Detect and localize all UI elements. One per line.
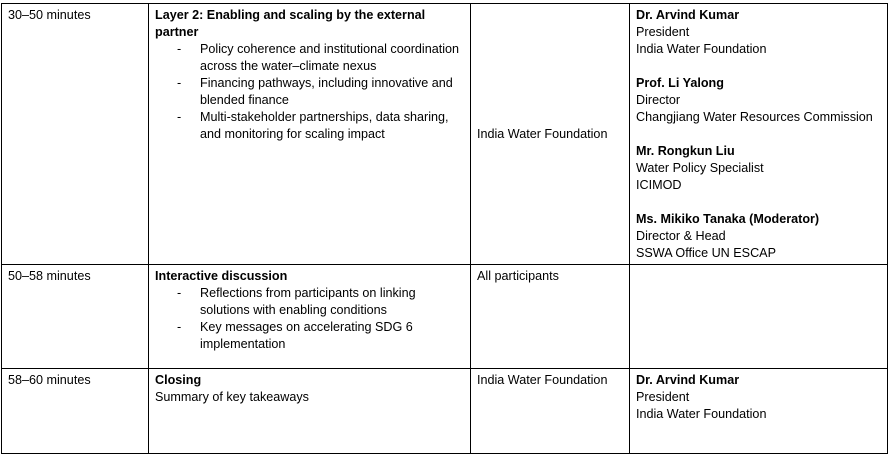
organizer-cell: India Water Foundation [471, 369, 630, 454]
session-cell [149, 369, 471, 454]
speaker-name: Mr. Rongkun Liu [636, 144, 735, 158]
bullet-list [155, 41, 464, 143]
speaker-org: India Water Foundation [636, 407, 767, 421]
speaker-name: Ms. Mikiko Tanaka (Moderator) [636, 212, 820, 226]
session-title: Interactive discussion [155, 269, 288, 283]
speakers-cell [630, 4, 888, 265]
list-item: - Reflections from participants on linking solutions with enabling conditions [177, 286, 416, 317]
session-cell [149, 4, 471, 265]
speaker-name: Dr. Arvind Kumar [636, 373, 740, 387]
dash-bullet-icon: - [177, 76, 182, 90]
dash-bullet-icon: - [177, 110, 182, 124]
session-title: Closing [155, 373, 202, 387]
time-cell: 50–58 minutes [2, 265, 149, 369]
list-item: - Policy coherence and institutional coordination across the water–climate nexus [177, 42, 460, 73]
time-cell: 58–60 minutes [2, 369, 149, 454]
organizer-cell: All participants [471, 265, 630, 369]
speaker-role: President [636, 390, 690, 404]
agenda-table [1, 3, 888, 454]
speaker-name: Prof. Li Yalong [636, 76, 724, 90]
table-row [2, 265, 888, 369]
bullet-list [155, 285, 464, 353]
speakers-cell [630, 369, 888, 454]
speaker-block [636, 75, 881, 126]
speaker-org: ICIMOD [636, 178, 682, 192]
speaker-role: Water Policy Specialist [636, 161, 764, 175]
speaker-org: SSWA Office UN ESCAP [636, 246, 776, 260]
list-item: - Key messages on accelerating SDG 6 implementation [177, 320, 413, 351]
speakers-cell [630, 265, 888, 369]
table-row [2, 369, 888, 454]
table-row [2, 4, 888, 265]
session-summary: Summary of key takeaways [155, 390, 309, 404]
speaker-role: President [636, 25, 690, 39]
time-cell: 30–50 minutes [2, 4, 149, 265]
organizer-cell: India Water Foundation [471, 4, 630, 265]
speaker-role: Director [636, 93, 681, 107]
speaker-org: India Water Foundation [636, 42, 767, 56]
dash-bullet-icon: - [177, 286, 182, 300]
session-cell [149, 265, 471, 369]
speaker-block [636, 211, 881, 262]
speaker-name: Dr. Arvind Kumar [636, 8, 740, 22]
dash-bullet-icon: - [177, 42, 182, 56]
dash-bullet-icon: - [177, 320, 182, 334]
speaker-org: Changjiang Water Resources Commission [636, 110, 873, 124]
list-item: - Multi-stakeholder partnerships, data sharing, and monitoring for scaling impact [177, 110, 449, 141]
speaker-role: Director & Head [636, 229, 726, 243]
list-item: - Financing pathways, including innovative and blended finance [177, 76, 453, 107]
session-title: Layer 2: Enabling and scaling by the external partner [155, 8, 426, 39]
speaker-block [636, 143, 881, 194]
speaker-block [636, 372, 881, 423]
speaker-block [636, 7, 881, 58]
